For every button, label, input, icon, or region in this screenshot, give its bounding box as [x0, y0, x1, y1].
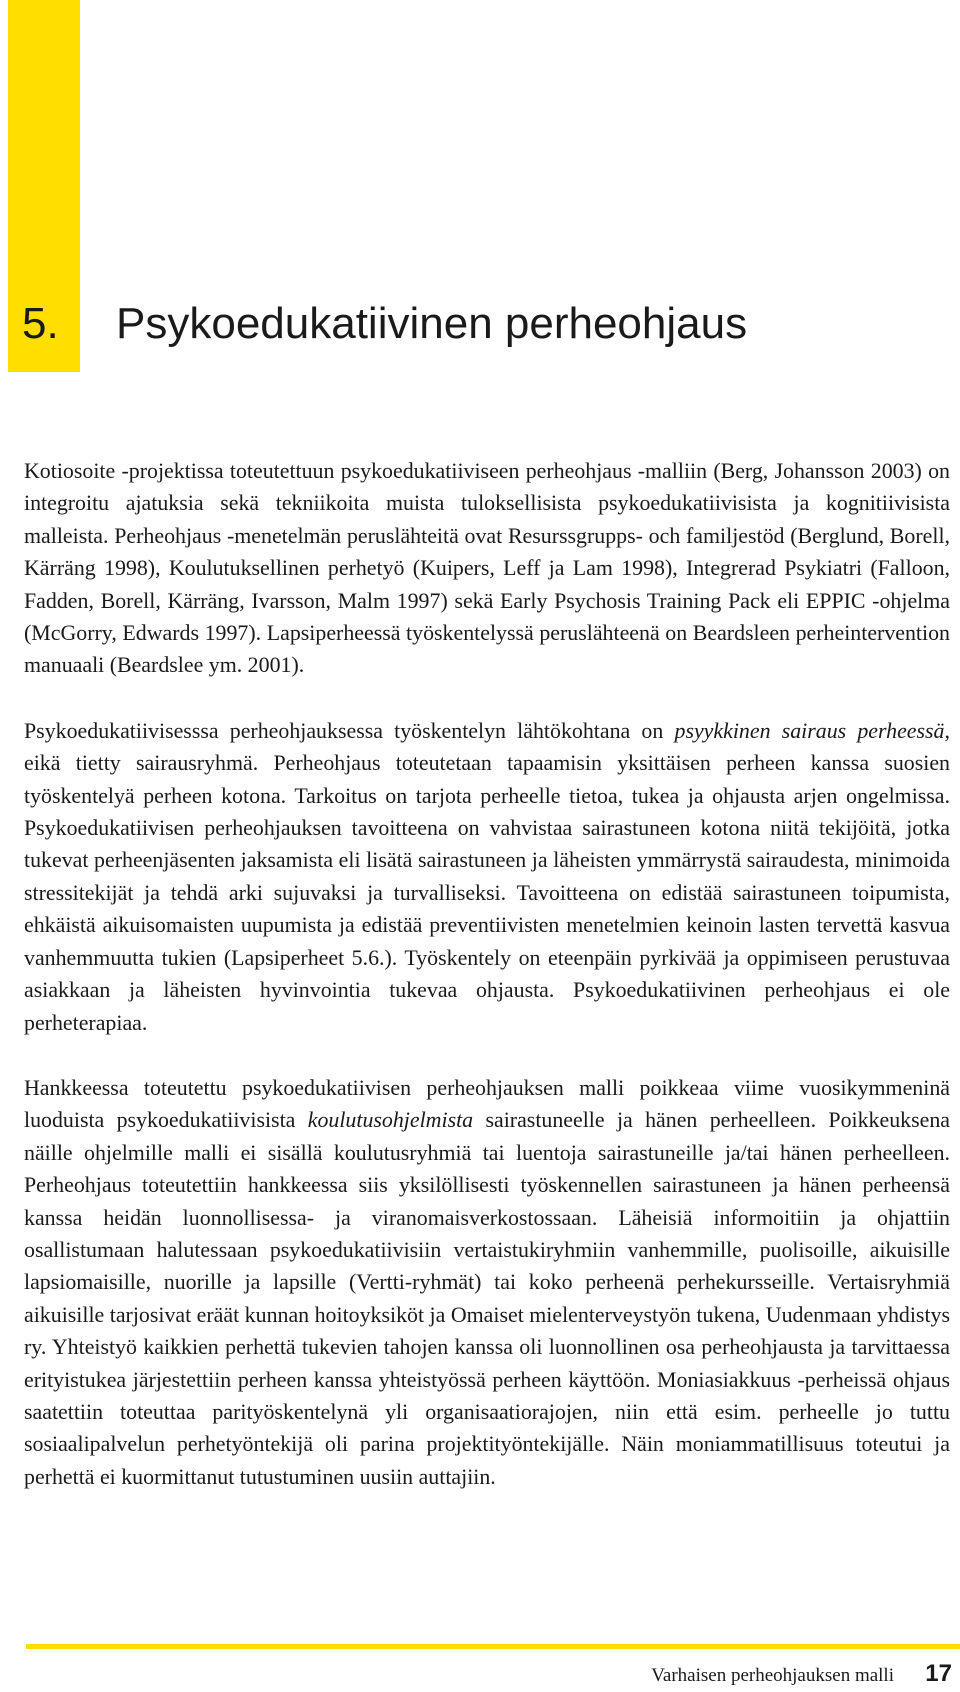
body-text — [24, 455, 950, 1526]
emphasis-text: psyykkinen sairaus perheessä — [674, 717, 945, 743]
chapter-title: Psykoedukatiivinen perheohjaus — [116, 299, 748, 348]
running-footer-title: Varhaisen perheohjauksen malli — [651, 1665, 894, 1686]
emphasis-text: koulutusohjelmista — [307, 1107, 474, 1133]
paragraph — [24, 715, 950, 1039]
paragraph — [24, 1072, 950, 1493]
chapter-number: 5. — [22, 299, 59, 348]
text-segment: , eikä tietty sairausryhmä. Perheohjaus toteutetaan tapaamisin yksittäisen perheen kanssa suosien työskentelyä perheen kotona. Tarkoitus on tarjota perheelle tietoa, tukea ja ohjausta arjen ongelmissa. Psykoedukatiivisen perheohjauksen tavoitteena on vahvistaa sairastuneen kotona niitä tekijöitä, jotka tukevat perheenjäsenten jaksamista eli lisätä sairastuneen ja läheisten ymmärrystä sairaudesta, minimoida stressitekijät ja tehdä arki sujuvaksi ja turvalliseksi. Tavoitteena on edistää sairastuneen toipumista, ehkäistä aikuisomaisten uupumista ja edistää preventiivisten menetelmien keinoin lasten tervettä kasvua vanhemmuutta tukien (Lapsiperheet 5.6.). Työskentely on eteenpäin pyrkivää ja oppimiseen perustuvaa asiakkaan ja läheisten hyvinvointia tukevaa ohjausta. Psykoedukatiivinen perheohjaus ei ole perheterapiaa. — [24, 717, 950, 1035]
text-segment: Kotiosoite -projektissa toteutettuun psykoedukatiiviseen perheohjaus -malliin (Berg, Johansson 2003) on integroitu ajatuksia sekä tekniikoita muista tuloksellisista psykoedukatiivisista ja kognitiivisista malleista. Perheohjaus -menetelmän peruslähteitä ovat Resurssgrupps- och familjestöd (Berglund, Borell, Kärräng 1998), Koulutuksellinen perhetyö (Kuipers, Leff ja Lam 1998), Integrerad Psykiatri (Falloon, Fadden, Borell, Kärräng, Ivarsson, Malm 1997) sekä Early Psychosis Training Pack eli EPPIC -ohjelma (McGorry, Edwards 1997). Lapsiperheessä työskentelyssä peruslähteenä on Beardsleen perheintervention manuaali (Beardslee ym. 2001). — [24, 458, 950, 678]
text-segment: sairastuneelle ja hänen perheelleen. Poikkeuksena näille ohjelmille malli ei sisällä koulutusryhmiä tai luentoja sairastuneille ja/tai hänen perheelleen. Perheohjaus toteutettiin hankkeessa siis yksilöllisesti työskennellen sairastuneen ja hänen perheensä kanssa heidän luonnollisessa- ja viranomaisverkostossaan. Läheisiä informoitiin ja ohjattiin osallistumaan halutessaan psykoedukatiivisiin vertaistukiryhmiin vanhemmille, puolisoille, aikuisille lapsiomaisille, nuorille ja lapsille (Vertti-ryhmät) tai koko perheenä perhekursseille. Vertaisryhmiä aikuisille tarjosivat eräät kunnan hoitoyksiköt ja Omaiset mielenterveystyön tukena, Uudenmaan yhdistys ry. Yhteistyö kaikkien perhettä tukevien tahojen kanssa oli luonnollinen osa perheohjausta ja tarvittaessa erityistukea järjestettiin perheen kanssa yhteistyössä perheen käyttöön. Moniasiakkuus -perheissä ohjaus saatettiin toteuttaa parityöskentelynä yli organisaatiorajojen, niin että esim. perheelle jo tuttu sosiaalipalvelun perhetyöntekijä oli parina projektityöntekijälle. Näin moniammatillisuus toteutui ja perhettä ei kuormittanut tutustuminen uusiin auttajiin. — [24, 1107, 951, 1489]
footer-rule — [26, 1644, 960, 1649]
page-number: 17 — [925, 1660, 952, 1687]
text-segment: Psykoedukatiivisesssa perheohjauksessa työskentelyn lähtökohtana on — [24, 717, 675, 743]
text-segment: Hankkeessa toteutettu psykoedukatiivisen perheohjauksen malli poikkeaa viime vuosikymmeninä luoduista psykoedukatiivisista — [24, 1074, 950, 1133]
paragraph — [24, 455, 950, 682]
